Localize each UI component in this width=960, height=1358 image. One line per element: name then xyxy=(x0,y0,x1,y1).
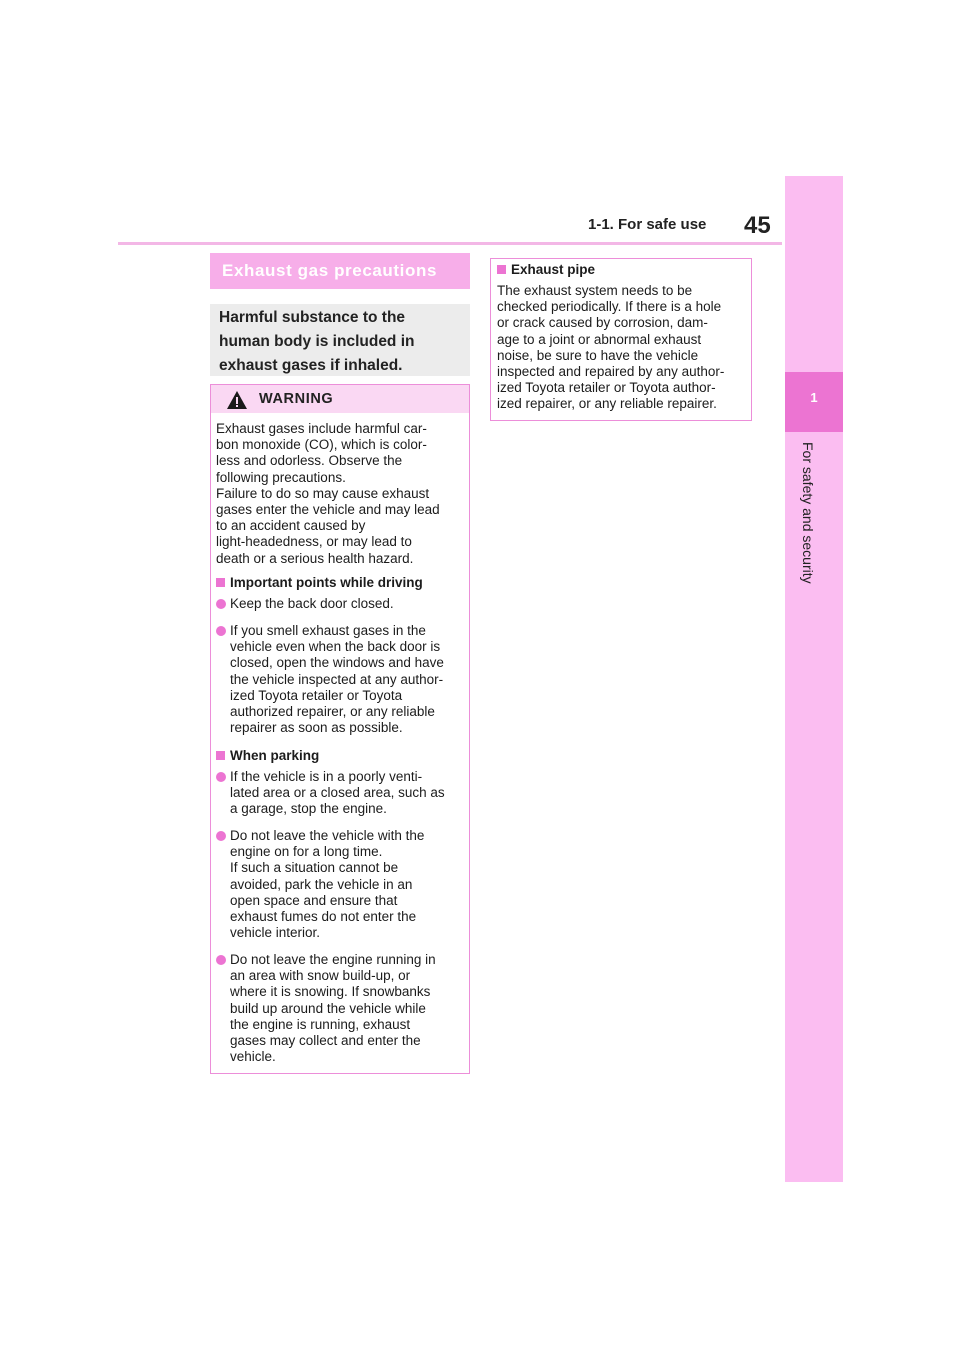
parking-item xyxy=(230,769,466,818)
chapter-number: 1 xyxy=(810,390,818,405)
text-line: Do not leave the vehicle with the xyxy=(230,828,425,843)
lead-line: Harmful substance to the xyxy=(219,309,406,326)
text-line: or crack caused by corrosion, dam- xyxy=(497,315,708,331)
warning-header xyxy=(211,385,469,413)
text-line: repairer as soon as possible. xyxy=(230,720,403,736)
parking-item xyxy=(230,828,466,941)
text-line: noise, be sure to have the vehicle xyxy=(497,347,699,363)
lead-text xyxy=(219,306,464,378)
header-rule xyxy=(118,242,782,245)
text-line: light-headedness, or may lead to xyxy=(216,534,412,550)
text-line: vehicle interior. xyxy=(230,925,321,941)
text-line: inspected and repaired by any author- xyxy=(497,364,725,380)
text-line: an area with snow build-up, or xyxy=(230,968,411,984)
text-line: checked periodically. If there is a hole xyxy=(497,299,722,315)
text-line: authorized repairer, or any reliable xyxy=(230,704,435,720)
text-line: vehicle. xyxy=(230,1049,276,1065)
text-line: Exhaust gases include harmful car- xyxy=(216,421,427,436)
text-line: exhaust fumes do not enter the xyxy=(230,909,417,925)
text-line: lated area or a closed area, such as xyxy=(230,785,445,801)
driving-item xyxy=(230,623,466,736)
exhaust-pipe-heading: Exhaust pipe xyxy=(511,262,596,277)
text-line: ized Toyota retailer or Toyota xyxy=(230,687,403,703)
text-line: Keep the back door closed. xyxy=(230,596,394,611)
text-line: If such a situation cannot be xyxy=(230,860,399,876)
text-line: avoided, park the vehicle in an xyxy=(230,876,413,892)
text-line: Do not leave the engine running in xyxy=(230,952,436,967)
lead-line: human body is included in xyxy=(219,333,415,350)
text-line: vehicle even when the back door is xyxy=(230,639,441,655)
text-line: ized Toyota retailer or Toyota author- xyxy=(497,380,716,396)
text-line: the vehicle inspected at any author- xyxy=(230,671,444,687)
text-line: a garage, stop the engine. xyxy=(230,801,387,817)
text-line: bon monoxide (CO), which is color- xyxy=(216,437,427,453)
text-line: closed, open the windows and have xyxy=(230,655,444,671)
parking-item xyxy=(230,952,466,1065)
text-line: less and odorless. Observe the xyxy=(216,453,403,469)
parking-heading: When parking xyxy=(230,748,320,763)
text-line: to an accident caused by xyxy=(216,518,366,534)
lead-line: exhaust gases if inhaled. xyxy=(219,357,403,374)
text-line: engine on for a long time. xyxy=(230,844,383,860)
exhaust-pipe-text xyxy=(497,283,747,413)
text-line: the engine is running, exhaust xyxy=(230,1016,411,1032)
text-line: following precautions. xyxy=(216,469,346,485)
round-bullet-icon xyxy=(216,831,226,841)
square-bullet-icon xyxy=(497,265,506,274)
square-bullet-icon xyxy=(216,578,225,587)
text-line: age to a joint or abnormal exhaust xyxy=(497,331,702,347)
text-line: If you smell exhaust gases in the xyxy=(230,623,426,638)
text-line: If the vehicle is in a poorly venti- xyxy=(230,769,423,784)
chapter-side-tab xyxy=(785,176,843,1182)
round-bullet-icon xyxy=(216,772,226,782)
text-line: open space and ensure that xyxy=(230,892,398,908)
text-line: build up around the vehicle while xyxy=(230,1000,426,1016)
round-bullet-icon xyxy=(216,599,226,609)
text-line: death or a serious health hazard. xyxy=(216,550,414,566)
driving-item xyxy=(230,596,466,612)
section-title: Exhaust gas precautions xyxy=(222,261,438,280)
section-label: 1-1. For safe use xyxy=(588,216,707,233)
round-bullet-icon xyxy=(216,626,226,636)
text-line: Failure to do so may cause exhaust xyxy=(216,485,430,501)
text-line: gases enter the vehicle and may lead xyxy=(216,502,440,518)
warning-intro xyxy=(216,421,466,567)
square-bullet-icon xyxy=(216,751,225,760)
text-line: gases may collect and enter the xyxy=(230,1033,421,1049)
warning-triangle-icon xyxy=(226,390,248,410)
text-line: where it is snowing. If snowbanks xyxy=(230,984,431,1000)
text-line: The exhaust system needs to be xyxy=(497,283,693,298)
page-number: 45 xyxy=(744,212,771,239)
warning-label: WARNING xyxy=(259,391,334,407)
text-line: ized repairer, or any reliable repairer. xyxy=(497,396,717,412)
round-bullet-icon xyxy=(216,955,226,965)
chapter-title: For safety and security xyxy=(800,442,816,584)
driving-heading: Important points while driving xyxy=(230,575,423,590)
